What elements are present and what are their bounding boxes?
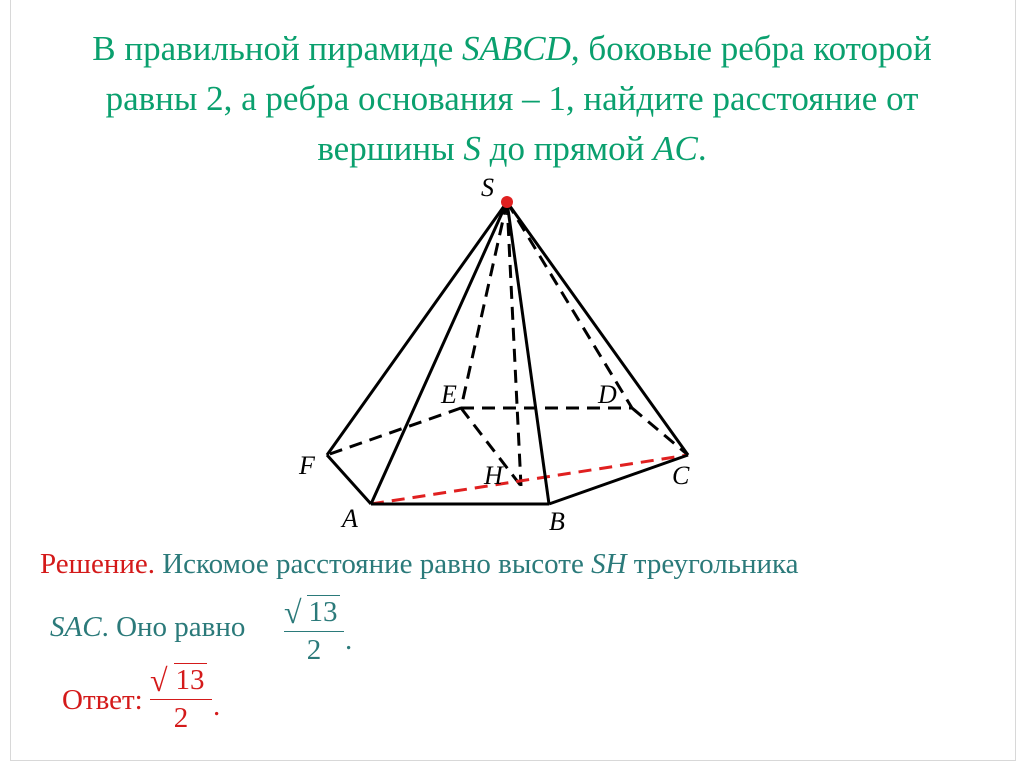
segment-AC [371, 455, 688, 504]
apex-point [501, 196, 513, 208]
edge-SA [371, 202, 507, 504]
vertex-name: S [463, 129, 481, 168]
fraction-bar [150, 699, 212, 700]
problem-text: вершины [317, 129, 464, 168]
problem-text: В правильной пирамиде [92, 29, 462, 68]
solution-line-2 [50, 611, 245, 644]
edge-BC [549, 455, 688, 504]
pyramid-name: SABCD [462, 29, 571, 68]
segment-name: SH [591, 548, 627, 580]
problem-text: , боковые ребра которой [570, 29, 932, 68]
triangle-name: SAC [50, 611, 102, 643]
label-D: D [598, 380, 617, 409]
label-B: B [549, 507, 565, 536]
fraction-denominator: 2 [173, 702, 189, 734]
problem-text: . [697, 129, 707, 168]
edge-EF [327, 408, 461, 455]
sqrt-symbol: √ [150, 662, 168, 698]
solution-text: Искомое расстояние равно высоте [154, 548, 592, 580]
problem-line-2: равны 2, а ребра основания – 1, найдите расстояние от [105, 79, 919, 118]
answer-fraction [150, 664, 212, 735]
solution-label-dot: . [147, 548, 155, 580]
answer-label: Ответ: [62, 684, 143, 716]
radicand: 13 [175, 664, 205, 696]
solution-text: треугольника [626, 548, 799, 580]
edge-SD [507, 202, 632, 408]
solution-label: Решение [40, 548, 148, 580]
visible-edges [327, 202, 688, 504]
label-C: C [672, 461, 690, 490]
fraction-numerator [150, 664, 212, 697]
line-name: AC [653, 129, 698, 168]
label-E: E [441, 380, 457, 409]
label-H: H [484, 461, 503, 490]
problem-text: до прямой [480, 129, 654, 168]
fraction-denominator: 2 [306, 634, 322, 666]
solution-line-1 [40, 548, 799, 581]
fraction-bar [284, 631, 344, 632]
label-S: S [481, 173, 494, 202]
sqrt-symbol: √ [284, 594, 302, 630]
radicand: 13 [308, 596, 338, 628]
label-A: A [342, 504, 358, 533]
label-F: F [299, 451, 315, 480]
solution-fraction [284, 596, 344, 667]
solution-text: . Оно равно [101, 611, 246, 643]
answer-end-dot: . [213, 690, 221, 722]
edge-SC [507, 202, 688, 455]
edge-FA [327, 455, 371, 504]
solution-end-dot: . [345, 624, 353, 656]
hidden-edges [327, 202, 688, 486]
fraction-numerator [284, 596, 344, 629]
